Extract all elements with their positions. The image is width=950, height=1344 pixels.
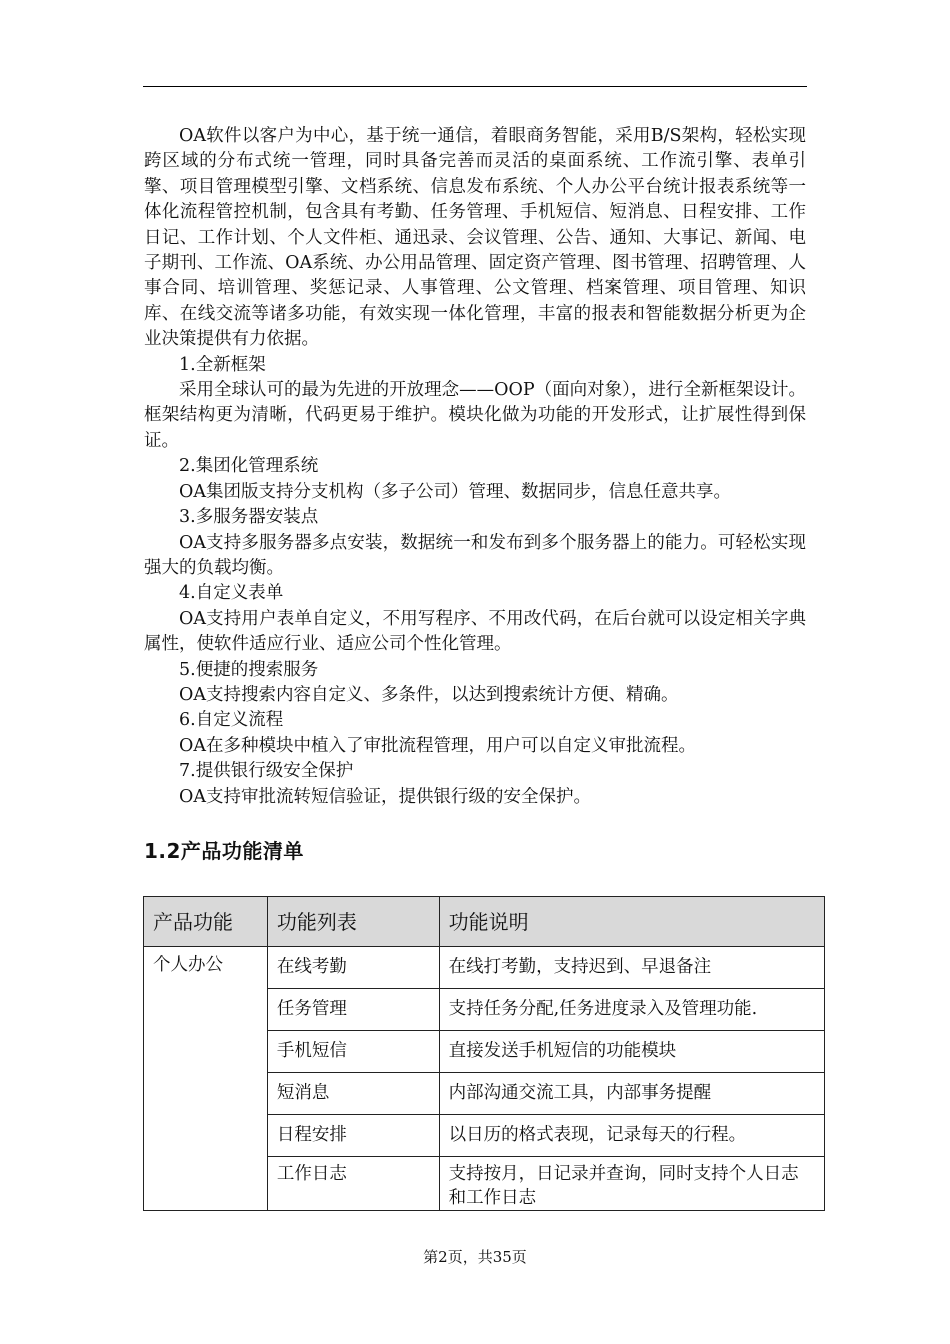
feature-text: OA在多种模块中植入了审批流程管理，用户可以自定义审批流程。: [179, 735, 696, 756]
feature-heading: 2.集团化管理系统: [179, 456, 319, 477]
function-name-cell: 任务管理: [267, 989, 439, 1031]
function-desc-cell: 内部沟通交流工具，内部事务提醒: [439, 1073, 824, 1115]
page-footer: 第2页，共35页: [423, 1248, 527, 1266]
header-function-list: 功能列表: [267, 897, 439, 947]
feature-text: OA支持搜索内容自定义、多条件，以达到搜索统计方便、精确。: [179, 684, 679, 705]
table-row: [144, 947, 825, 989]
function-name-cell: 短消息: [267, 1073, 439, 1115]
feature-text: OA集团版支持分支机构（多子公司）管理、数据同步，信息任意共享。: [179, 481, 731, 502]
function-desc-cell: 以日历的格式表现，记录每天的行程。: [439, 1115, 824, 1157]
intro-paragraph: OA软件以客户为中心，基于统一通信，着眼商务智能，采用B/S架构，轻松实现跨区域的分布式统一管理，同时具备完善而灵活的桌面系统、工作流引擎、表单引擎、项目管理模型引擎、文档系统、信息发布系统、个人办公平台统计报表系统等一体化流程管控机制，包含具有考勤、任务管理、手机短信、短消息、日程安排、工作日记、工作计划、个人文件柜、通迅录、会议管理、公告、通知、大事记、新闻、电子期刊、工作流、OA系统、办公用品管理、固定资产管理、图书管理、招聘管理、人事合同、培训管理、奖惩记录、人事管理、公文管理、档案管理、项目管理、知识库、在线交流等诸多功能，有效实现一体化管理，丰富的报表和智能数据分析更为企业决策提供有力依据。: [144, 126, 806, 350]
header-function-description: 功能说明: [439, 897, 824, 947]
function-table: [143, 896, 825, 1211]
category-cell: 个人办公: [144, 947, 268, 1211]
header-product-function: 产品功能: [144, 897, 268, 947]
feature-heading: 4.自定义表单: [179, 583, 284, 604]
feature-heading: 6.自定义流程: [179, 710, 284, 731]
function-name-cell: 手机短信: [267, 1031, 439, 1073]
function-name-cell: 工作日志: [267, 1157, 439, 1211]
feature-text: OA支持用户表单自定义，不用写程序、不用改代码，在后台就可以设定相关字典属性，使软件适应行业、适应公司个性化管理。: [144, 608, 806, 655]
section-title: 1.2产品功能清单: [144, 839, 304, 863]
feature-heading: 1.全新框架: [179, 354, 266, 375]
function-desc-cell: 支持任务分配,任务进度录入及管理功能.: [439, 989, 824, 1031]
feature-heading: 7.提供银行级安全保护: [179, 761, 354, 782]
body-text: [144, 124, 806, 810]
function-desc-cell: 在线打考勤，支持迟到、早退备注: [439, 947, 824, 989]
feature-heading: 3.多服务器安装点: [179, 507, 319, 528]
function-name-cell: 日程安排: [267, 1115, 439, 1157]
feature-text: 采用全球认可的最为先进的开放理念——OOP（面向对象），进行全新框架设计。框架结构更为清晰，代码更易于维护。模块化做为功能的开发形式，让扩展性得到保证。: [144, 380, 806, 451]
header-rule: [143, 86, 807, 87]
feature-heading: 5.便捷的搜索服务: [179, 659, 319, 680]
feature-text: OA支持多服务器多点安装，数据统一和发布到多个服务器上的能力。可轻松实现强大的负载均衡。: [144, 532, 806, 578]
function-desc-cell: 直接发送手机短信的功能模块: [439, 1031, 824, 1073]
function-name-cell: 在线考勤: [267, 947, 439, 989]
function-desc-cell: 支持按月，日记录并查询，同时支持个人日志和工作日志: [439, 1157, 824, 1211]
table-header-row: [144, 897, 825, 947]
feature-text: OA支持审批流转短信验证，提供银行级的安全保护。: [179, 786, 591, 807]
